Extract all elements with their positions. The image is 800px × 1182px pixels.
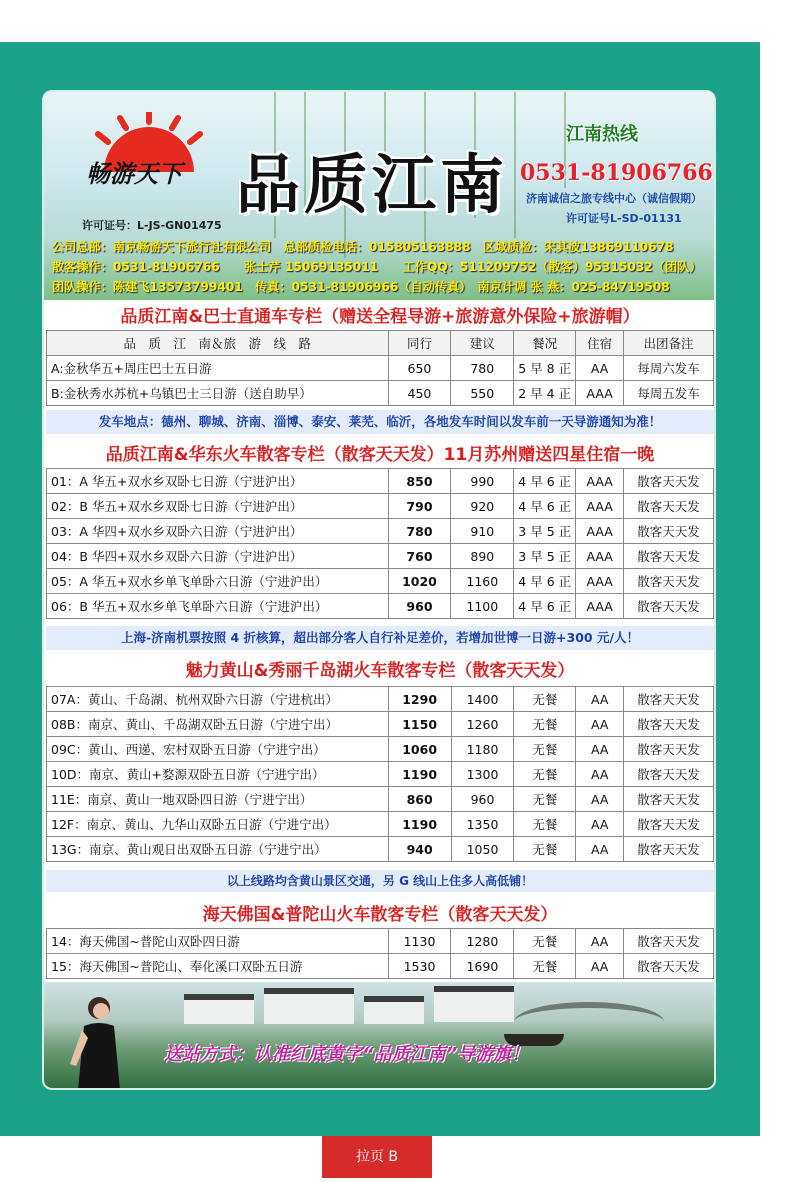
hotel-cell: AA [576, 837, 624, 862]
hotel-cell: AA [576, 812, 624, 837]
meals-cell: 4 早 6 正 [514, 594, 576, 619]
section1-title: 品质江南&巴士直通车专栏（赠送全程导游+旅游意外保险+旅游帽） [120, 307, 640, 327]
route-cell: 06：B 华五+双水乡单飞单卧六日游（宁进沪出） [47, 594, 389, 619]
suggest-price-cell: 780 [451, 356, 514, 381]
page-tab: 拉页 B [322, 1136, 432, 1178]
suggest-price-cell: 920 [451, 494, 514, 519]
col-header-meals: 餐况 [514, 331, 576, 356]
peer-price-cell: 760 [388, 544, 451, 569]
note-cell: 散客天天发 [624, 594, 714, 619]
note-cell: 散客天天发 [624, 787, 714, 812]
meals-cell: 5 早 8 正 [514, 356, 576, 381]
section3-title: 魅力黄山&秀丽千岛湖火车散客专栏（散客天天发） [185, 661, 575, 681]
peer-price-cell: 780 [388, 519, 451, 544]
peer-price-cell: 850 [388, 469, 451, 494]
peer-price-cell: 1130 [388, 929, 451, 954]
hotel-cell: AAA [576, 569, 624, 594]
meals-cell: 无餐 [514, 687, 576, 712]
note-cell: 每周五发车 [624, 381, 714, 406]
table-row [47, 929, 714, 954]
route-cell: 12F：南京、黄山、九华山双卧五日游（宁进宁出） [47, 812, 389, 837]
route-cell: B:金秋秀水苏杭+乌镇巴士三日游（送自助早） [47, 381, 389, 406]
suggest-price-cell: 550 [451, 381, 514, 406]
hotel-cell: AA [576, 687, 624, 712]
note-cell: 散客天天发 [624, 929, 714, 954]
note-cell: 散客天天发 [624, 544, 714, 569]
route-cell: 09C：黄山、西递、宏村双卧五日游（宁进宁出） [47, 737, 389, 762]
col-header-route: 品 质 江 南＆旅 游 线 路 [47, 331, 389, 356]
section3-table [46, 686, 714, 862]
route-cell: 11E：南京、黄山一地双卧四日游（宁进宁出） [47, 787, 389, 812]
hotel-cell: AAA [576, 469, 624, 494]
table-row [47, 762, 714, 787]
meals-cell: 无餐 [514, 712, 576, 737]
col-header-hotel: 住宿 [576, 331, 624, 356]
route-cell: 05：A 华五+双水乡单飞单卧六日游（宁进沪出） [47, 569, 389, 594]
hotel-cell: AAA [576, 594, 624, 619]
route-cell: 10D：南京、黄山+婺源双卧五日游（宁进宁出） [47, 762, 389, 787]
water-town-scene [44, 982, 716, 1090]
peer-price-cell: 860 [388, 787, 451, 812]
note-cell: 散客天天发 [624, 519, 714, 544]
meals-cell: 4 早 6 正 [514, 494, 576, 519]
hotline-title: 江南热线 [566, 124, 638, 145]
hotel-cell: AA [576, 954, 624, 979]
route-cell: 07A：黄山、千岛湖、杭州双卧六日游（宁进杭出） [47, 687, 389, 712]
col-header-note: 出团备注 [624, 331, 714, 356]
suggest-price-cell: 1350 [451, 812, 514, 837]
note-cell: 散客天天发 [624, 762, 714, 787]
flyer-sheet [42, 90, 716, 1090]
woman-figure-icon [64, 994, 134, 1090]
note-cell: 每周六发车 [624, 356, 714, 381]
table-row [47, 737, 714, 762]
table-row [47, 569, 714, 594]
hotel-cell: AA [576, 787, 624, 812]
hotel-cell: AA [576, 929, 624, 954]
note-cell: 散客天天发 [624, 812, 714, 837]
table-row [47, 519, 714, 544]
peer-price-cell: 1190 [388, 762, 451, 787]
section4-title: 海天佛国&普陀山火车散客专栏（散客天天发） [202, 905, 558, 925]
table-row [47, 544, 714, 569]
table-row [47, 494, 714, 519]
route-cell: 13G：南京、黄山观日出双卧五日游（宁进宁出） [47, 837, 389, 862]
table-row [47, 812, 714, 837]
col-header-suggest: 建议 [451, 331, 514, 356]
route-cell: A:金秋华五+周庄巴士五日游 [47, 356, 389, 381]
note-cell: 散客天天发 [624, 687, 714, 712]
info-line-group: 团队操作：陈建飞13573799401 传真：0531-81906966（自动传真） 南京计调 张 燕：025-84719508 [52, 280, 670, 294]
section3-notice: 以上线路均含黄山景区交通，另 G 线山上住多人高低铺！ [46, 870, 714, 892]
peer-price-cell: 1190 [388, 812, 451, 837]
suggest-price-cell: 1400 [451, 687, 514, 712]
section2-title: 品质江南&华东火车散客专栏（散客天天发）11月苏州赠送四星住宿一晚 [105, 445, 655, 465]
peer-price-cell: 650 [388, 356, 451, 381]
hotline-number: 0531-81906766 [520, 160, 713, 186]
meals-cell: 4 早 6 正 [514, 569, 576, 594]
peer-price-cell: 960 [388, 594, 451, 619]
meals-cell: 无餐 [514, 787, 576, 812]
table-row [47, 712, 714, 737]
suggest-price-cell: 1260 [451, 712, 514, 737]
hotel-cell: AA [576, 356, 624, 381]
section2-notice: 上海-济南机票按照 4 折核算，超出部分客人自行补足差价，若增加世博一日游+300 元/人！ [46, 626, 714, 650]
hotel-cell: AA [576, 762, 624, 787]
suggest-price-cell: 1280 [451, 929, 514, 954]
meals-cell: 3 早 5 正 [514, 519, 576, 544]
suggest-price-cell: 1180 [451, 737, 514, 762]
meals-cell: 无餐 [514, 762, 576, 787]
table-row [47, 381, 714, 406]
suggest-price-cell: 990 [451, 469, 514, 494]
suggest-price-cell: 1100 [451, 594, 514, 619]
hotel-cell: AAA [576, 544, 624, 569]
note-cell: 散客天天发 [624, 469, 714, 494]
hotel-cell: AAA [576, 519, 624, 544]
info-line-company: 公司总部：南京畅游天下旅行社有限公司 总部质检电话：015805163888 区域质检：宋其波13869110678 [52, 240, 674, 254]
meals-cell: 2 早 4 正 [514, 381, 576, 406]
logo-text: 畅游天下 [86, 159, 182, 188]
meals-cell: 无餐 [514, 929, 576, 954]
peer-price-cell: 450 [388, 381, 451, 406]
route-cell: 15：海天佛国~普陀山、奉化溪口双卧五日游 [47, 954, 389, 979]
note-cell: 散客天天发 [624, 837, 714, 862]
suggest-price-cell: 960 [451, 787, 514, 812]
note-cell: 散客天天发 [624, 737, 714, 762]
hotel-cell: AAA [576, 494, 624, 519]
section4-table [46, 928, 714, 979]
peer-price-cell: 790 [388, 494, 451, 519]
suggest-price-cell: 1050 [451, 837, 514, 862]
meals-cell: 无餐 [514, 954, 576, 979]
suggest-price-cell: 1690 [451, 954, 514, 979]
section2-table [46, 468, 714, 619]
hotline-sub: 济南诚信之旅专线中心（诚信假期） [526, 192, 702, 205]
peer-price-cell: 1060 [388, 737, 451, 762]
table-row [47, 594, 714, 619]
slogan-text: 送站方式：认准红底黄字“品质江南”导游旗！ [164, 1044, 530, 1065]
peer-price-cell: 1150 [388, 712, 451, 737]
table-header-row [47, 331, 714, 356]
route-cell: 14：海天佛国~普陀山双卧四日游 [47, 929, 389, 954]
info-line-retail: 散客操作：0531-81906766 张士芹 15069135011 工作QQ：511209752（散客）95315032（团队） [52, 260, 702, 274]
hotel-cell: AAA [576, 381, 624, 406]
peer-price-cell: 940 [388, 837, 451, 862]
suggest-price-cell: 1160 [451, 569, 514, 594]
route-cell: 01：A 华五+双水乡双卧七日游（宁进沪出） [47, 469, 389, 494]
table-row [47, 469, 714, 494]
suggest-price-cell: 890 [451, 544, 514, 569]
section1-notice: 发车地点：德州、聊城、济南、淄博、泰安、莱芜、临沂，各地发车时间以发车前一天导游通知为准！ [46, 410, 714, 434]
license-left: 许可证号：L-JS-GN01475 [82, 219, 222, 232]
section1-table [46, 330, 714, 406]
table-row [47, 787, 714, 812]
col-header-peer: 同行 [388, 331, 451, 356]
meals-cell: 4 早 6 正 [514, 469, 576, 494]
brand-title: 品质江南 [236, 148, 508, 223]
bridge-icon [514, 1002, 664, 1028]
meals-cell: 无餐 [514, 837, 576, 862]
license-right: 许可证号L-SD-01131 [566, 212, 682, 225]
table-row [47, 356, 714, 381]
peer-price-cell: 1530 [388, 954, 451, 979]
table-row [47, 837, 714, 862]
note-cell: 散客天天发 [624, 954, 714, 979]
hotel-cell: AA [576, 712, 624, 737]
note-cell: 散客天天发 [624, 569, 714, 594]
table-row [47, 954, 714, 979]
route-cell: 08B：南京、黄山、千岛湖双卧五日游（宁进宁出） [47, 712, 389, 737]
meals-cell: 无餐 [514, 812, 576, 837]
route-cell: 03：A 华四+双水乡双卧六日游（宁进沪出） [47, 519, 389, 544]
suggest-price-cell: 1300 [451, 762, 514, 787]
route-cell: 04：B 华四+双水乡双卧六日游（宁进沪出） [47, 544, 389, 569]
hotel-cell: AA [576, 737, 624, 762]
peer-price-cell: 1290 [388, 687, 451, 712]
meals-cell: 无餐 [514, 737, 576, 762]
suggest-price-cell: 910 [451, 519, 514, 544]
note-cell: 散客天天发 [624, 494, 714, 519]
note-cell: 散客天天发 [624, 712, 714, 737]
header-banner [44, 92, 716, 300]
peer-price-cell: 1020 [388, 569, 451, 594]
route-cell: 02：B 华五+双水乡双卧七日游（宁进沪出） [47, 494, 389, 519]
meals-cell: 3 早 5 正 [514, 544, 576, 569]
table-row [47, 687, 714, 712]
